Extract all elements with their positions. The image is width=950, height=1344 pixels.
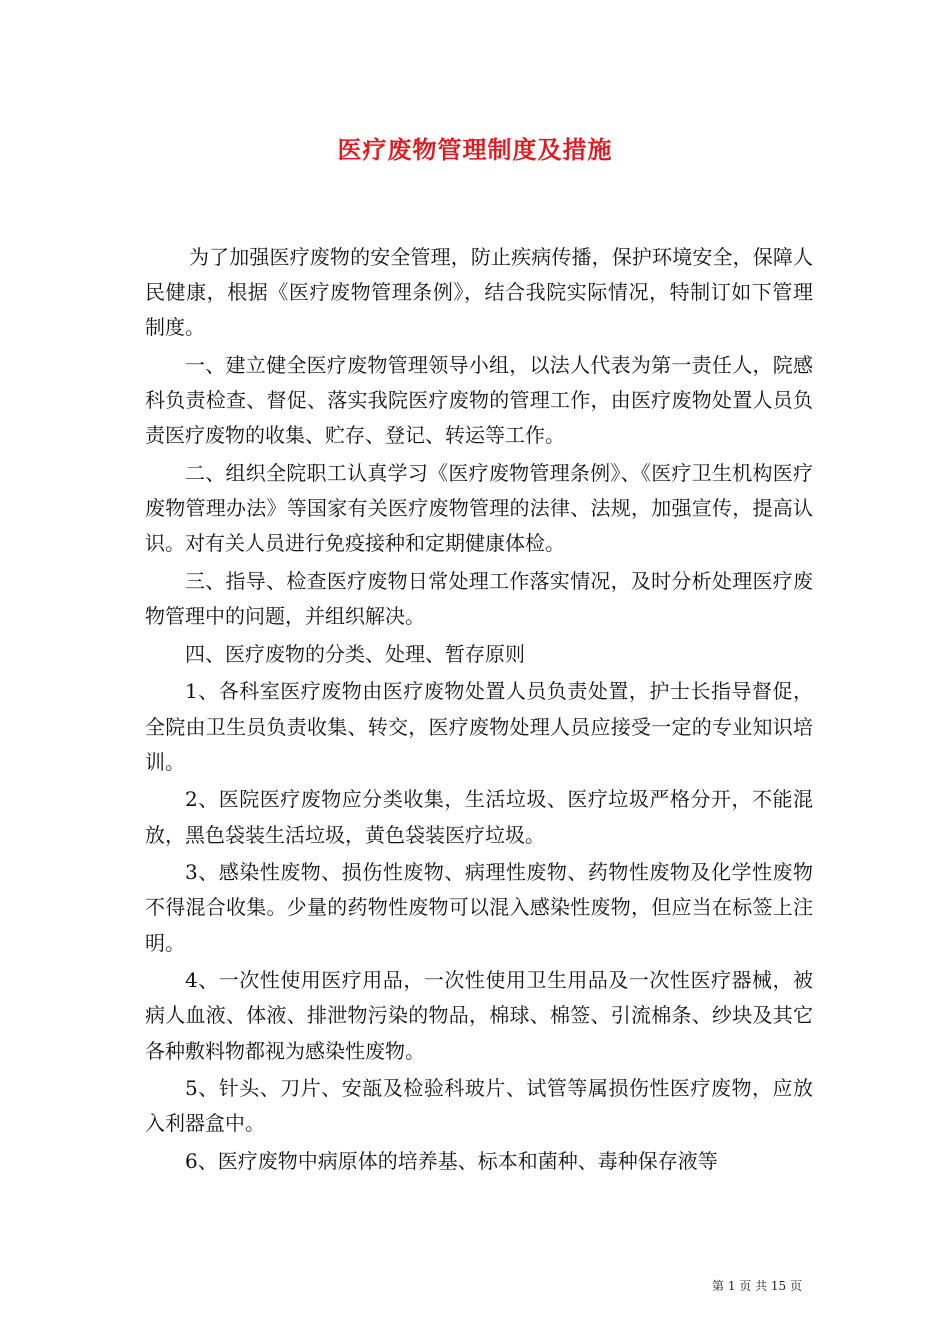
- document-title: 医疗废物管理制度及措施: [337, 135, 613, 164]
- paragraph-item-5: 5、针头、刀片、安瓿及检验科玻片、试管等属损伤性医疗废物，应放入利器盒中。: [145, 1076, 813, 1136]
- paragraph-item-2: 2、医院医疗废物应分类收集，生活垃圾、医疗垃圾严格分开，不能混放，黑色袋装生活垃圾，黄色袋装医疗垃圾。: [145, 787, 813, 847]
- paragraph-item-6: 6、医疗废物中病原体的培养基、标本和菌种、毒种保存液等: [185, 1148, 718, 1173]
- paragraph-item-4: 4、一次性使用医疗用品，一次性使用卫生用品及一次性医疗器械，被病人血液、体液、排泄物污染的物品，棉球、棉签、引流棉条、纱块及其它各种敷料物都视为感染性废物。: [145, 968, 813, 1063]
- page-number-footer: 第 1 页 共 15 页: [712, 1279, 802, 1293]
- paragraph-section-3: 三、指导、检查医疗废物日常处理工作落实情况，及时分析处理医疗废物管理中的问题，并组织解决。: [145, 569, 813, 629]
- paragraph-item-1: 1、各科室医疗废物由医疗废物处置人员负责处置，护士长指导督促，全院由卫生员负责收集、转交，医疗废物处理人员应接受一定的专业知识培训。: [145, 679, 813, 774]
- paragraph-section-2: 二、组织全院职工认真学习《医疗废物管理条例》、《医疗卫生机构医疗废物管理办法》等国家有关医疗废物管理的法律、法规，加强宣传，提高认识。对有关人员进行免疫接种和定期健康体检。: [145, 461, 813, 556]
- document-body: [145, 240, 813, 1182]
- paragraph-section-1: 一、建立健全医疗废物管理领导小组，以法人代表为第一责任人，院感科负责检查、督促、落实我院医疗废物的管理工作，由医疗废物处置人员负责医疗废物的收集、贮存、登记、转运等工作。: [145, 353, 813, 448]
- paragraph-section-4-heading: 四、医疗废物的分类、处理、暂存原则: [185, 641, 525, 666]
- paragraph-intro: 为了加强医疗废物的安全管理，防止疾病传播，保护环境安全，保障人民健康，根据《医疗废物管理条例》，结合我院实际情况，特制订如下管理制度。: [145, 245, 813, 340]
- paragraph-item-3: 3、感染性废物、损伤性废物、病理性废物、药物性废物及化学性废物不得混合收集。少量的药物性废物可以混入感染性废物，但应当在标签上注明。: [145, 860, 813, 955]
